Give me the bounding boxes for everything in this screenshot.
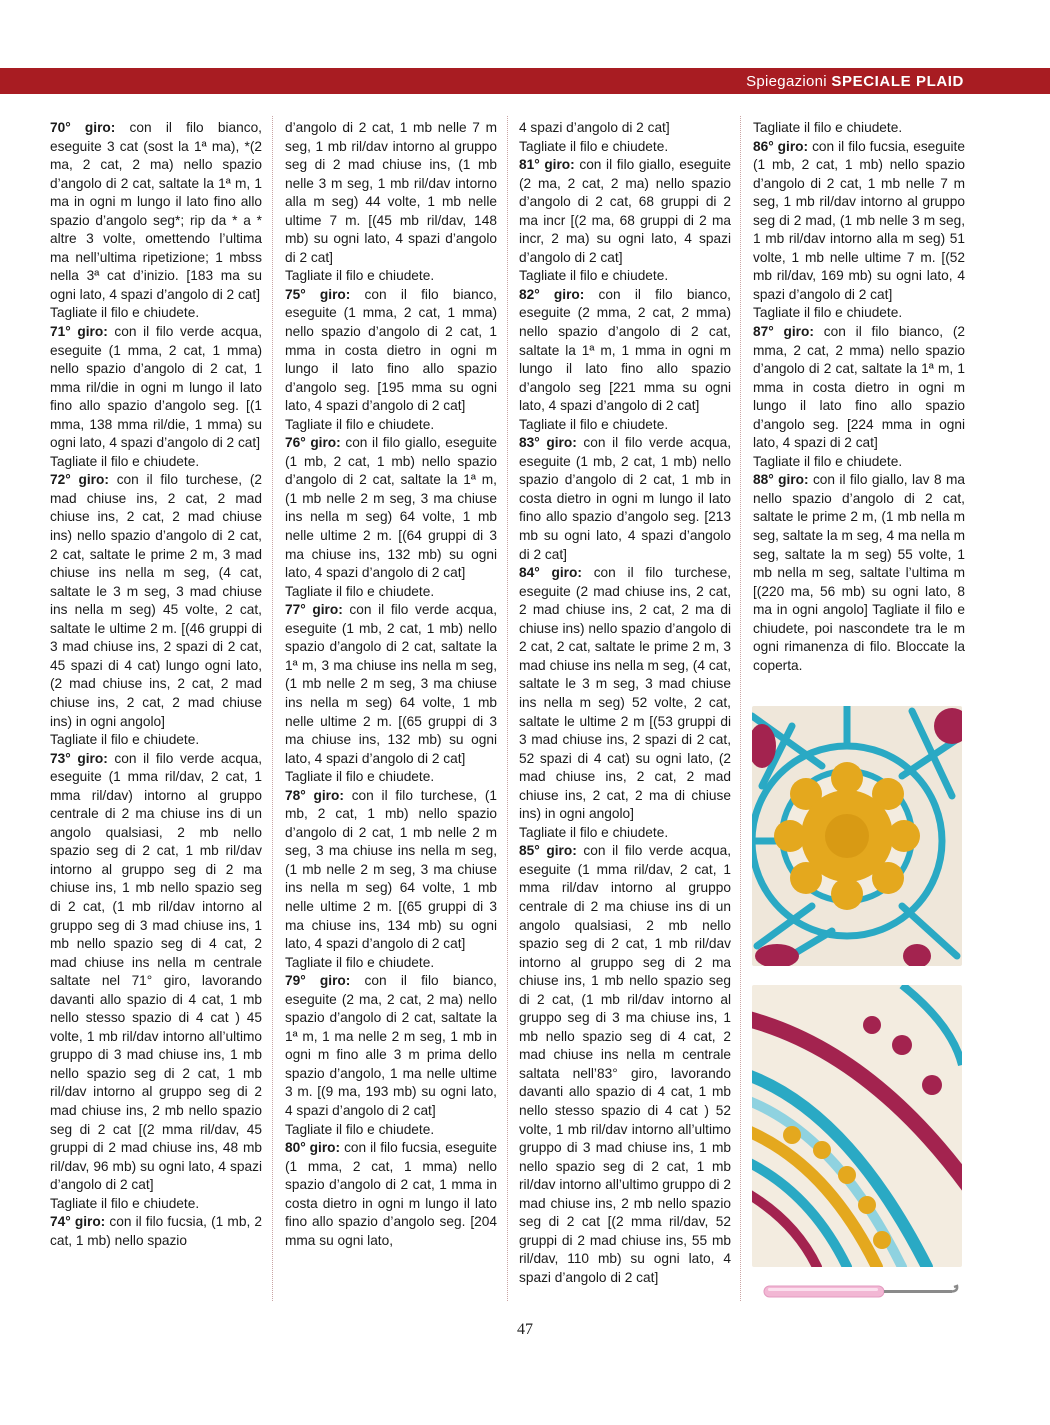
instruction-paragraph <box>519 119 731 138</box>
section-header <box>746 73 964 90</box>
text-column-2 <box>285 119 497 1250</box>
instruction-text: con il filo giallo, eseguite (2 ma, 2 cat, 2 ma) nello spazio d’angolo di 2 cat, 68 gruppi di 2 ma incr [(2 ma, 68 gruppi di 2 ma incr, 2 ma) su ogni lato, 4 spazi d’angolo di 2 cat] <box>519 157 731 265</box>
round-label: 86° giro: <box>753 138 809 154</box>
instruction-text: con il filo fucsia, (1 mb, 2 cat, 1 mb) nello spazio <box>50 1214 262 1248</box>
instruction-text: Tagliate il filo e chiudete. <box>753 120 903 135</box>
instruction-text: Tagliate il filo e chiudete. <box>519 138 669 154</box>
instruction-paragraph <box>50 731 262 750</box>
instruction-paragraph <box>50 750 262 1195</box>
instruction-text: Tagliate il filo e chiudete. <box>753 453 903 469</box>
round-label: 78° giro: <box>285 787 344 803</box>
column-divider <box>272 116 273 1301</box>
instruction-text: con il filo giallo, lav 8 ma nello spazio d’angolo di 2 cat, saltate le prime 2 m, (1 mb nella m seg, saltate la m seg, 4 ma nella m seg, saltate la m seg) 55 volte, 1 mb nella m seg, saltate l’ultima m [(220 ma, 56 mb) su ogni lato, 8 ma in ogni angolo] Tagliate il filo e chiudete, poi nascondete tra le m ogni rimanenza di filo. Bloccate la coperta. <box>753 472 965 673</box>
instruction-text: con il filo bianco, eseguite (1 mma, 2 cat, 1 mma) nello spazio d’angolo di 2 cat, 1 mma in costa dietro in ogni m lungo il lato fino allo spazio d’angolo seg. [195 mma su ogni lato, 4 spazi d’angolo di 2 cat] <box>285 286 497 414</box>
instruction-text: Tagliate il filo e chiudete. <box>285 954 435 970</box>
instruction-text: con il filo fucsia, eseguite (1 mb, 2 cat, 1 mb) nello spazio d’angolo di 2 cat, 1 mb nelle 7 m seg, 1 mb ril/dav intorno al gruppo seg di 2 mad, (1 mb nelle 3 m seg, 1 mb ril/dav intorno alla m seg) 51 volte, 1 mb nelle ultime 7 m. [(52 mb ril/dav, 169 mb) su ogni lato, 4 spazi d’angolo di 2 cat] <box>753 138 965 302</box>
round-label: 88° giro: <box>753 472 809 488</box>
instruction-paragraph <box>285 1121 497 1140</box>
instruction-text: Tagliate il filo e chiudete. <box>753 305 903 321</box>
instruction-paragraph <box>285 267 497 286</box>
instruction-paragraph <box>285 787 497 954</box>
instruction-text: Tagliate il filo e chiudete. <box>285 268 435 284</box>
instruction-paragraph <box>519 434 731 564</box>
round-label: 82° giro: <box>519 286 585 302</box>
instruction-paragraph <box>50 471 262 731</box>
instruction-paragraph <box>285 954 497 973</box>
instruction-paragraph <box>753 453 965 472</box>
round-label: 85° giro: <box>519 843 577 859</box>
instruction-paragraph <box>285 601 497 768</box>
instruction-text: con il filo verde acqua, eseguite (1 mb, 2 cat, 1 mb) nello spazio d’angolo di 2 cat, 1 mb in costa dietro in ogni m lungo il lato fino allo spazio d’angolo seg. [213 mb su ogni lato, 4 spazi d’angolo di 2 cat] <box>519 435 731 562</box>
round-label: 81° giro: <box>519 157 575 173</box>
instruction-paragraph <box>50 1213 262 1250</box>
instruction-text: con il filo fucsia, eseguite (1 mma, 2 cat, 1 mma) nello spazio d’angolo di 2 cat, 1 mma in costa dietro in ogni m lungo il lato fino allo spazio d’angolo seg. [204 mma su ogni lato, <box>285 1140 497 1248</box>
instruction-text: con il filo bianco, eseguite (2 ma, 2 cat, 2 ma) nello spazio d’angolo di 2 cat, saltate la 1ª m, 1 ma nelle 2 m seg, 1 mb in ogni m fino alle 3 m prima dello spazio d’angolo, 1 ma nelle ultime 3 m. [(9 ma, 193 mb) su ogni lato, 4 spazi d’angolo di 2 cat] <box>285 973 497 1118</box>
round-label: 84° giro: <box>519 565 582 581</box>
instruction-paragraph <box>519 286 731 416</box>
instruction-text: Tagliate il filo e chiudete. <box>519 824 669 840</box>
instruction-paragraph <box>285 583 497 602</box>
round-label: 70° giro: <box>50 120 116 135</box>
instruction-text: Tagliate il filo e chiudete. <box>285 769 435 785</box>
instruction-text: con il filo verde acqua, eseguite (1 mma ril/dav, 2 cat, 1 mma ril/dav) intorno al gruppo centrale di 2 ma chiuse ins di un angolo qualsiasi, 2 mb nello spazio seg di 2 cat, 1 mb ril/dav intorno al gruppo seg di 2 ma chiuse ins, 1 mb nello spazio seg di 2 cat, (1 mb ril/dav intorno al gruppo seg di 3 mad chiuse ins, 1 mb nello spazio seg di 4 cat, 2 mad chiuse ins nella m centrale saltate nel 71° giro, lavorando davanti allo spazio di 4 cat, 1 mb nello stesso spazio di 4 cat ) 45 volte, 1 mb ril/dav intorno all’ultimo gruppo di 3 mad chiuse ins, 1 mb nello spazio seg di 2 cat, 1 mb ril/dav intorno al gruppo seg di 2 mad chiuse ins, 2 mb nello spazio seg di 2 cat [(2 mma ril/dav, 45 gruppi di 2 mad chiuse ins, 48 mb ril/dav, 96 mb) su ogni lato, 4 spazi d’angolo di 2 cat] <box>50 750 262 1193</box>
round-label: 83° giro: <box>519 435 577 451</box>
instruction-paragraph <box>50 304 262 323</box>
round-label: 79° giro: <box>285 973 351 989</box>
instruction-text: Tagliate il filo e chiudete. <box>50 305 200 321</box>
instruction-paragraph <box>285 119 497 267</box>
instruction-text: con il filo bianco, (2 mma, 2 cat, 2 mma) nello spazio d’angolo di 2 cat, saltate la 1ª m, 1 mma in costa dietro in ogni m lungo il lato fino allo spazio d’angolo seg. [224 mma in ogni lato, 4 spazi di 2 cat] <box>753 324 965 451</box>
column-divider <box>740 116 741 1301</box>
instruction-paragraph <box>519 267 731 286</box>
instruction-text: con il filo verde acqua, eseguite (1 mma, 2 cat, 1 mma) nello spazio d’angolo di 2 cat, 1 mma ril/die in ogni m lungo il lato fino allo spazio d’angolo seg. [(1 mma, 138 mma ril/die, 1 mma) su ogni lato, 4 spazi d’angolo di 2 cat] <box>50 324 262 451</box>
instruction-text: Tagliate il filo e chiudete. <box>50 453 200 469</box>
instruction-text: con il filo giallo, eseguite (1 mb, 2 cat, 1 mb) nello spazio d’angolo di 2 cat, saltate la 1ª m, (1 mb nelle 2 m seg, 3 ma chiuse ins nella m seg) 64 volte, 1 mb nelle ultime 2 m. [(64 gruppi di 3 ma chiuse ins, 132 mb) su ogni lato, 4 spazi d’angolo di 2 cat] <box>285 435 497 581</box>
instruction-paragraph <box>285 416 497 435</box>
instruction-paragraph <box>519 138 731 157</box>
instruction-paragraph <box>285 1139 497 1250</box>
round-label: 76° giro: <box>285 435 341 451</box>
instruction-paragraph <box>285 972 497 1120</box>
round-label: 75° giro: <box>285 286 351 302</box>
instruction-text: Tagliate il filo e chiudete. <box>519 268 669 284</box>
instruction-text: con il filo turchese, (1 mb, 2 cat, 1 mb) nello spazio d’angolo di 2 cat, 1 mb nelle 2 m seg, 3 ma chiuse ins nella m seg, (1 mb nelle 2 m seg, 3 ma chiuse ins nella m seg) 64 volte, 1 mb nelle ultime 2 m. [(65 gruppi di 3 ma chiuse ins, 134 mb) su ogni lato, 4 spazi d’angolo di 2 cat] <box>285 787 497 952</box>
instruction-text: Tagliate il filo e chiudete. <box>285 416 435 432</box>
instruction-paragraph <box>753 119 965 138</box>
instruction-text: con il filo turchese, (2 mad chiuse ins, 2 cat, 2 mad chiuse ins, 2 cat, 2 mad chiuse ins) nello spazio d’angolo di 2 cat, 2 cat, saltate le prime 2 m, 3 mad chiuse ins nella m seg, (4 cat, saltate le 3 m seg, 3 mad chiuse ins nella m seg) 45 volte, 2 cat, saltate le ultime 2 m. [(46 gruppi di 3 mad chiuse ins, 2 spazi di 2 cat, 45 spazi di 4 cat) lungo ogni lato, (2 mad chiuse ins, 2 cat, 2 mad chiuse ins, 2 cat, 2 mad chiuse ins) in ogni angolo] <box>50 472 262 729</box>
instruction-text: con il filo verde acqua, eseguite (1 mma ril/dav, 2 cat, 1 mma ril/dav intorno al gruppo centrale di 2 ma chiuse ins di un angolo qualsiasi, 2 mb nello spazio seg di 2 cat, 1 mb ril/dav intorno al gruppo seg di 2 ma chiuse ins, 1 mb nello spazio seg di 2 cat, (1 mb ril/dav intorno al gruppo seg di 3 ma chiuse ins, 1 mb nello spazio seg di 4 cat, 2 mad chiuse ins nella m centrale saltata nell’83° giro, lavorando davanti allo spazio di 4 cat, 1 mb nello stesso spazio di 4 cat ) 52 volte, 1 mb ril/dav intorno all’ultimo gruppo di 3 mad chiuse ins, 1 mb nello spazio seg di 2 cat, 1 mb ril/dav intorno all’ultimo gruppo di 2 mad chiuse ins, 2 mb nello spazio seg di 2 cat [(2 mma ril/dav, 52 gruppi di 2 mad chiuse ins, 55 mb ril/dav, 110 mb) su ogni lato, 4 spazi d’angolo di 2 cat] <box>519 843 731 1285</box>
instruction-paragraph <box>753 138 965 305</box>
instruction-text: 4 spazi d’angolo di 2 cat] <box>519 120 670 135</box>
round-label: 71° giro: <box>50 324 108 340</box>
instruction-paragraph <box>50 323 262 453</box>
column-divider <box>507 116 508 1301</box>
instruction-paragraph <box>519 564 731 824</box>
crochet-border-photo <box>752 985 962 1267</box>
instruction-text: Tagliate il filo e chiudete. <box>50 732 200 748</box>
round-label: 77° giro: <box>285 602 343 618</box>
instruction-text: Tagliate il filo e chiudete. <box>519 416 669 432</box>
section-title: SPECIALE PLAID <box>831 73 964 90</box>
round-label: 87° giro: <box>753 324 814 340</box>
instruction-text: d’angolo di 2 cat, 1 mb nelle 7 m seg, 1 mb ril/dav intorno al gruppo seg di 2 mad chiuse ins, (1 mb nelle 3 m seg, 1 mb ril/dav intorno alla m seg) 44 volte, 1 mb nelle ultime 7 m. [(45 mb ril/dav, 148 mb) su ogni lato, 4 spazi d’angolo di 2 cat] <box>285 120 497 265</box>
instruction-paragraph <box>519 416 731 435</box>
instruction-paragraph <box>285 768 497 787</box>
page-number: 47 <box>517 1321 533 1338</box>
round-label: 80° giro: <box>285 1140 341 1156</box>
text-column-3 <box>519 119 731 1287</box>
instruction-text: Tagliate il filo e chiudete. <box>285 1121 435 1137</box>
instruction-paragraph <box>753 304 965 323</box>
instruction-paragraph <box>285 434 497 582</box>
instruction-text: Tagliate il filo e chiudete. <box>50 1195 200 1211</box>
crochet-hook-icon <box>762 1280 962 1302</box>
instruction-text: con il filo turchese, eseguite (2 mad chiuse ins, 2 cat, 2 mad chiuse ins, 2 cat, 2 ma di chiuse ins) nello spazio d’angolo di 2 cat, 2 cat, saltate le prime 2 m, 3 mad chiuse ins nella m seg, (4 cat, saltate le 3 m seg, 3 mad chiuse ins nella m seg) 52 volte, 2 cat, saltate le ultime 2 m [(53 gruppi di 3 mad chiuse ins, 2 spazi di 2 cat, 52 spazi di 4 cat) su ogni lato, (2 mad chiuse ins, 2 cat, 2 mad chiuse ins, 2 cat, 2 ma di chiuse ins) in ogni angolo] <box>519 565 731 822</box>
instruction-text: con il filo verde acqua, eseguite (1 mb, 2 cat, 1 mb) nello spazio d’angolo di 2 cat, saltate la 1ª m, 3 ma chiuse ins nella m seg, (1 mb nelle 2 m seg, 3 ma chiuse ins nella m seg) 64 volte, 1 mb nelle ultime 2 m. [(65 gruppi di 3 ma chiuse ins, 132 mb) su ogni lato, 4 spazi d’angolo di 2 cat] <box>285 602 497 766</box>
instruction-text: Tagliate il filo e chiudete. <box>285 583 435 599</box>
crochet-flower-photo <box>752 706 962 966</box>
instruction-text: con il filo bianco, eseguite (2 mma, 2 cat, 2 mma) nello spazio d’angolo di 2 cat, saltate la 1ª m, 1 mma in ogni m lungo il lato fino allo spazio d’angolo seg [221 mma su ogni lato, 4 spazi d’angolo di 2 cat] <box>519 286 731 414</box>
text-column-1 <box>50 119 262 1250</box>
text-column-4 <box>753 119 965 675</box>
instruction-paragraph <box>50 119 262 304</box>
instruction-text: con il filo bianco, eseguite 3 cat (sost la 1ª ma), *(2 ma, 2 cat, 2 ma) nello spazio d’angolo di 2 cat, saltate la 1ª m, 1 ma in ogni m lungo il lato fino allo spazio d’angolo seg*; rip da * a * altre 3 volte, omettendo l’ultima ma nell’ultima ripetizione; 1 mbss nella 3ª cat d’inizio. [183 ma su ogni lato, 4 spazi d’angolo di 2 cat] <box>50 120 262 302</box>
instruction-paragraph <box>50 1195 262 1214</box>
instruction-paragraph <box>519 842 731 1287</box>
round-label: 73° giro: <box>50 750 108 766</box>
instruction-paragraph <box>285 286 497 416</box>
round-label: 72° giro: <box>50 472 109 488</box>
instruction-paragraph <box>50 453 262 472</box>
instruction-paragraph <box>753 323 965 453</box>
instruction-paragraph <box>753 471 965 675</box>
round-label: 74° giro: <box>50 1214 106 1230</box>
instruction-paragraph <box>519 824 731 843</box>
instruction-paragraph <box>519 156 731 267</box>
section-label: Spiegazioni <box>746 73 827 90</box>
